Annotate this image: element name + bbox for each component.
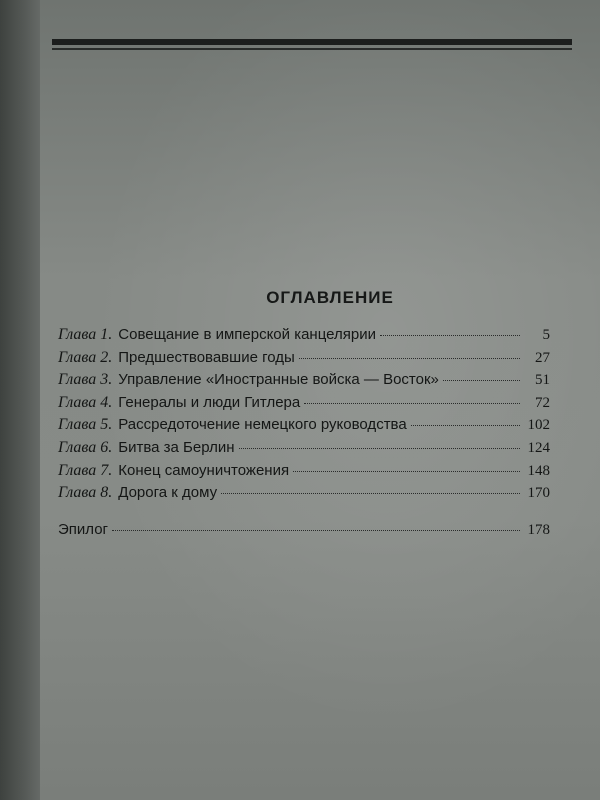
chapter-number: Глава 1.: [58, 326, 113, 343]
header-rule-thin: [52, 48, 572, 50]
toc-entry-chapter-3: [58, 371, 550, 394]
chapter-number: Глава 7.: [58, 461, 113, 479]
page-number: 27: [535, 349, 550, 366]
chapter-number: Глава 6.: [58, 438, 113, 456]
dot-leader: [221, 493, 520, 494]
page-number: 51: [535, 372, 550, 389]
page-number: 5: [542, 327, 550, 343]
dot-leader: [304, 403, 520, 404]
toc-entry-chapter-7: [58, 462, 550, 485]
dot-leader: [411, 425, 520, 426]
toc-entry-chapter-8: [58, 484, 550, 507]
page-number: 178: [527, 521, 550, 538]
chapter-title: Конец самоуничтожения: [118, 461, 290, 479]
page-number: 102: [527, 417, 550, 434]
book-page: [40, 0, 600, 800]
table-of-contents: [58, 326, 550, 543]
chapter-title: Совещание в имперской канцелярии: [118, 326, 376, 343]
page-number: 124: [527, 439, 550, 456]
dot-leader: [380, 335, 520, 336]
toc-entry-chapter-1: [58, 326, 550, 349]
page-number: 148: [527, 462, 550, 479]
epilogue-title: Эпилог: [58, 520, 109, 538]
chapter-number: Глава 4.: [58, 393, 113, 411]
dot-leader: [239, 448, 521, 449]
chapter-number: Глава 5.: [58, 416, 113, 434]
toc-entry-chapter-4: [58, 394, 550, 417]
page-number: 170: [527, 485, 550, 502]
chapter-title: Управление «Иностранные войска — Восток»: [118, 371, 439, 389]
toc-heading: ОГЛАВЛЕНИЕ: [266, 288, 394, 307]
toc-entry-chapter-2: [58, 349, 550, 372]
dot-leader: [443, 380, 520, 381]
chapter-title: Рассредоточение немецкого руководства: [118, 416, 407, 434]
dot-leader: [293, 471, 520, 472]
page-number: 72: [535, 394, 550, 411]
dot-leader: [299, 358, 520, 359]
toc-entry-chapter-5: [58, 416, 550, 439]
chapter-title: Генералы и люди Гитлера: [118, 393, 301, 411]
dot-leader: [112, 530, 520, 531]
chapter-title: Дорога к дому: [118, 484, 218, 502]
chapter-number: Глава 3.: [58, 371, 113, 389]
chapter-number: Глава 8.: [58, 484, 113, 502]
toc-entry-chapter-6: [58, 439, 550, 462]
header-rule-thick: [52, 39, 572, 45]
chapter-number: Глава 2.: [58, 348, 113, 366]
chapter-title: Битва за Берлин: [118, 438, 235, 456]
chapter-title: Предшествовавшие годы: [118, 348, 295, 366]
toc-entry-epilogue: [58, 521, 550, 544]
